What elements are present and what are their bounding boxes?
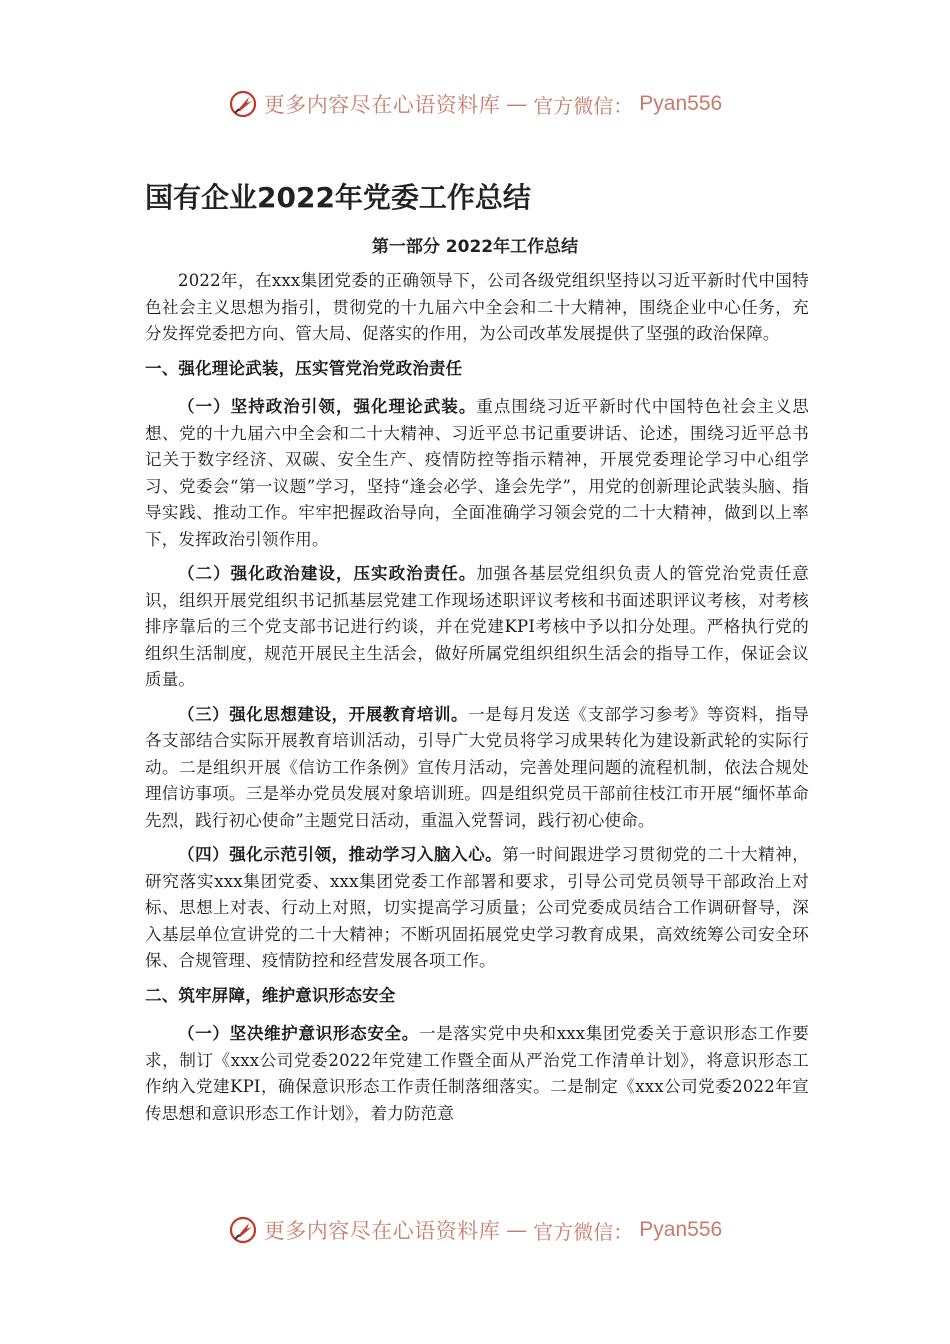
- banner-wechat-id: Pyan556: [639, 1218, 723, 1241]
- banner-text: 更多内容尽在心语资料库: [263, 1219, 501, 1243]
- quill-pen-logo-icon: [228, 1215, 258, 1245]
- item-body: 一是落实党中央和xxx集团党委关于意识形态工作要求，制订《xxx公司党委2022年党建工作暨全面从严治党工作清单计划》，将意识形态工作纳入党建KPI，确保意识形态工作责任制落细落实。二是制定《xxx公司党委2022年宣传思想和意识形态工作计划》，着力防范意: [145, 1024, 809, 1123]
- item-lead: （四）强化示范引领，推动学习入脑入心。: [178, 845, 503, 864]
- section-1-item-3: [145, 702, 809, 835]
- item-body: 加强各基层党组织负责人的管党治党责任意识，组织开展党组织书记抓基层党建工作现场述职评议考核和书面述职评议考核，对考核排序靠后的三个党支部书记进行约谈，并在党建KPI考核中予以扣分处理。严格执行党的组织生活制度，规范开展民主生活会，做好所属党组织组织生活会的指导工作，保证会议质量。: [145, 564, 809, 689]
- item-body: 第一时间跟进学习贯彻党的二十大精神，研究落实xxx集团党委、xxx集团党委工作部署和要求，引导公司党员领导干部政治上对标、思想上对表、行动上对照，切实提高学习质量；公司党委成员结合工作调研督导，深入基层单位宣讲党的二十大精神；不断巩固拓展党史学习教育成果，高效统筹公司安全环保、合规管理、疫情防控和经营发展各项工作。: [145, 845, 809, 970]
- section-2-item-1: [145, 1021, 809, 1127]
- item-lead: （三）强化思想建设，开展教育培训。: [178, 704, 469, 724]
- banner-separator: —: [506, 1218, 528, 1242]
- section-1-item-1: [145, 394, 809, 553]
- intro-paragraph: 2022年，在xxx集团党委的正确领导下，公司各级党组织坚持以习近平新时代中国特色社会主义思想为指引，贯彻党的十九届六中全会和二十大精神，围绕企业中心任务，充分发挥党委把方向、管大局、促落实的作用，为公司改革发展提供了坚强的政治保障。: [145, 271, 809, 343]
- banner-wechat-id: Pyan556: [639, 92, 723, 115]
- header-banner: [0, 84, 950, 124]
- quill-pen-logo-icon: [228, 89, 258, 119]
- section-heading-1: 一、强化理论武装，压实管党治党政治责任: [145, 358, 463, 378]
- item-body: 一是每月发送《支部学习参考》等资料，指导各支部结合实际开展教育培训活动，引导广大党员将学习成果转化为建设新武轮的实际行动。二是组织开展《信访工作条例》宣传月活动，完善处理问题的流程机制，依法合规处理信访事项。三是举办党员发展对象培训班。四是组织党员干部前往枝江市开展“缅怀革命先烈，践行初心使命”主题党日活动，重温入党誓词，践行初心使命。: [145, 704, 810, 830]
- item-lead: （一）坚持政治引领，强化理论武装。: [178, 397, 477, 416]
- item-lead: （二）强化政治建设，压实政治责任。: [178, 564, 477, 583]
- document-body: [145, 268, 809, 1135]
- section-heading-2: 二、筑牢屏障，维护意识形态安全: [145, 985, 396, 1005]
- banner-wechat-label: 官方微信：: [533, 1219, 634, 1244]
- item-lead: （一）坚决维护意识形态安全。: [178, 1024, 419, 1043]
- banner-text: 更多内容尽在心语资料库: [263, 93, 501, 117]
- document-title: 国有企业2022年党委工作总结: [145, 181, 531, 214]
- footer-banner: [0, 1210, 950, 1250]
- part-heading: 第一部分 2022年工作总结: [371, 237, 579, 257]
- section-1-item-4: [145, 842, 809, 975]
- banner-wechat-label: 官方微信：: [533, 93, 634, 118]
- banner-separator: —: [506, 92, 528, 116]
- item-body: 重点围绕习近平新时代中国特色社会主义思想、党的十九届六中全会和二十大精神、习近平总书记重要讲话、论述，围绕习近平总书记关于数字经济、双碳、安全生产、疫情防控等指示精神，开展党委理论学习中心组学习、党委会“第一议题”学习，坚持“逢会必学、逢会先学”，用党的创新理论武装头脑、指导实践、推动工作。牢牢把握政治导向，全面准确学习领会党的二十大精神，做到以上率下，发挥政治引领作用。: [145, 397, 809, 549]
- section-1-item-2: [145, 561, 809, 694]
